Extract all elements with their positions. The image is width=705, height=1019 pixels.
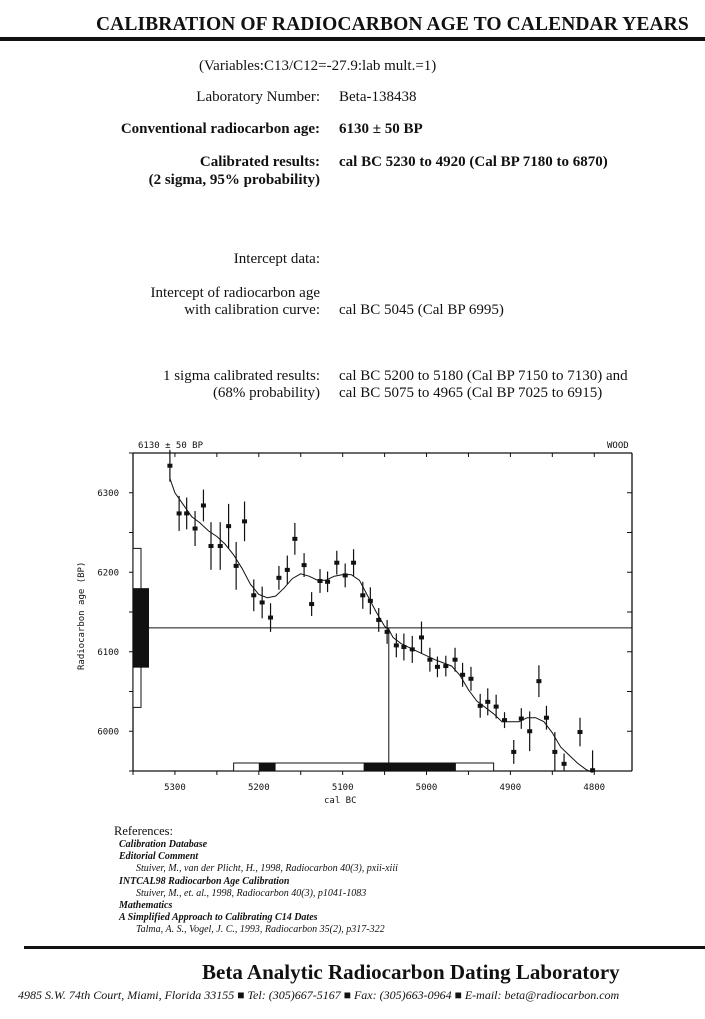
point-marker (208, 544, 213, 548)
conv-age-value: 6130 ± 50 BP (339, 121, 423, 137)
y-axis-label: Radiocarbon age (BP) (77, 561, 87, 670)
data-point (292, 523, 297, 555)
point-marker (242, 519, 247, 523)
point-marker (562, 762, 567, 766)
point-marker (318, 579, 323, 583)
footer-rule (24, 946, 705, 949)
sigma1-value-2: cal BC 5075 to 4965 (Cal BP 7025 to 6915) (339, 385, 603, 401)
point-marker (511, 750, 516, 754)
point-marker (590, 768, 595, 772)
data-point (394, 633, 399, 657)
calibrated-sub: (2 sigma, 95% probability) (148, 172, 320, 188)
data-point (478, 694, 483, 718)
lab-name: Beta Analytic Radiocarbon Dating Laboratory (202, 960, 620, 984)
data-point (167, 450, 172, 482)
reference-item: A Simplified Approach to Calibrating C14 Dates (119, 912, 318, 924)
data-point (218, 522, 223, 570)
data-point (562, 754, 567, 771)
x-tick-label: 5300 (164, 783, 186, 793)
data-point (193, 511, 198, 546)
point-marker (468, 677, 473, 681)
reference-item: Stuiver, M., van der Plicht, H., 1998, Radiocarbon 40(3), pxii-xiii (136, 863, 398, 875)
point-marker (193, 527, 198, 531)
reference-item: INTCAL98 Radiocarbon Age Calibration (119, 875, 290, 887)
point-marker (184, 511, 189, 515)
point-marker (410, 647, 415, 651)
x-tick-labels (164, 783, 605, 793)
point-marker (292, 537, 297, 541)
point-marker (334, 561, 339, 565)
x-tick-label: 4800 (583, 783, 606, 793)
x-tick-label: 4900 (499, 783, 522, 793)
point-marker (478, 704, 483, 708)
intercept-value: cal BC 5045 (Cal BP 6995) (339, 302, 504, 318)
data-point (251, 579, 256, 611)
data-point (410, 636, 415, 663)
calibration-chart (60, 430, 660, 830)
data-point (401, 633, 406, 660)
reference-item: Calibration Database (119, 839, 208, 850)
point-marker (376, 618, 381, 622)
point-marker (385, 630, 390, 634)
x-tick-label: 5100 (331, 783, 354, 793)
one-sigma-range-box (364, 763, 456, 771)
x-distribution (234, 763, 494, 771)
intercept-label-2: with calibration curve: (184, 302, 320, 318)
x-axis-label: cal BC (324, 796, 357, 806)
calibrated-value: cal BC 5230 to 4920 (Cal BP 7180 to 6870) (339, 154, 608, 170)
data-point (343, 564, 348, 588)
data-points (167, 450, 595, 772)
point-marker (544, 716, 549, 720)
data-point (226, 504, 231, 549)
conv-age-label: Conventional radiocarbon age: (120, 121, 320, 137)
one-sigma-age-box (133, 588, 149, 668)
data-point (536, 665, 541, 697)
point-marker (309, 602, 314, 606)
point-marker (485, 700, 490, 704)
point-marker (401, 645, 406, 649)
data-point (260, 587, 265, 619)
data-point (511, 740, 516, 764)
y-tick-labels (97, 489, 119, 738)
data-point (544, 706, 549, 730)
point-marker (268, 616, 273, 620)
point-marker (226, 524, 231, 528)
data-point (334, 551, 339, 575)
reference-item: Editorial Comment (119, 851, 199, 863)
data-point (184, 498, 189, 530)
chart-material-label: WOOD (607, 441, 629, 451)
data-point (309, 592, 314, 616)
data-point (502, 712, 507, 728)
data-point (519, 708, 524, 729)
data-point (276, 566, 281, 590)
sigma1-sub: (68% probability) (212, 385, 320, 401)
y-tick-label: 6200 (97, 568, 119, 579)
point-marker (578, 730, 583, 734)
point-marker (527, 729, 532, 733)
data-point (468, 667, 473, 691)
point-marker (234, 564, 239, 568)
reference-item: Talma, A. S., Vogel, J. C., 1993, Radiocarbon 35(2), p317-322 (136, 924, 385, 936)
data-point (325, 571, 330, 592)
point-marker (218, 544, 223, 548)
point-marker (519, 717, 524, 721)
variables-line: (Variables:C13/C12=-27.9:lab mult.=1) (199, 58, 437, 74)
data-point (201, 490, 206, 522)
references-list (114, 839, 398, 937)
data-point (351, 549, 356, 576)
x-tick-label: 5200 (247, 783, 270, 793)
point-marker (276, 576, 281, 580)
intercept-header: Intercept data: (233, 251, 320, 267)
point-marker (552, 750, 557, 754)
data-point (234, 542, 239, 590)
data-point (552, 732, 557, 771)
data-point (360, 582, 365, 609)
data-point (318, 569, 323, 593)
point-marker (360, 593, 365, 597)
references-heading: References: (114, 824, 173, 838)
data-point (578, 718, 583, 747)
lab-address: 4985 S.W. 74th Court, Miami, Florida 33155 ■ Tel: (305)667-5167 ■ Fax: (305)663-0964 ■ E-mail: beta@radiocarbon.com (18, 988, 620, 1002)
point-marker (394, 643, 399, 647)
point-marker (251, 593, 256, 597)
point-marker (494, 705, 499, 709)
y-tick-label: 6100 (97, 647, 119, 658)
reference-item: Stuiver, M., et. al., 1998, Radiocarbon 40(3), p1041-1083 (136, 887, 367, 899)
lab-number-value: Beta-138438 (339, 89, 417, 105)
data-point (590, 750, 595, 772)
y-tick-label: 6300 (97, 488, 119, 499)
point-marker (443, 664, 448, 668)
reference-lines (149, 628, 632, 771)
x-tick-label: 5000 (415, 783, 438, 793)
y-distribution (133, 548, 149, 707)
references (114, 824, 398, 937)
one-sigma-range-box (259, 763, 276, 771)
point-marker (427, 658, 432, 662)
data-point (302, 553, 307, 577)
point-marker (368, 599, 373, 603)
lab-number-label: Laboratory Number: (196, 89, 320, 105)
point-marker (325, 580, 330, 584)
point-marker (343, 573, 348, 577)
point-marker (351, 561, 356, 565)
title-rule (0, 37, 705, 41)
page-title: CALIBRATION OF RADIOCARBON AGE TO CALENDAR YEARS (96, 14, 689, 35)
calibrated-label: Calibrated results: (199, 154, 320, 170)
chart-sample-label: 6130 ± 50 BP (138, 441, 204, 451)
point-marker (302, 563, 307, 567)
point-marker (502, 718, 507, 722)
data-point (208, 522, 213, 570)
point-marker (285, 568, 290, 572)
data-point (427, 648, 432, 672)
reference-item: Mathematics (119, 900, 173, 912)
data-point (419, 622, 424, 654)
point-marker (460, 673, 465, 677)
data-point (443, 656, 448, 677)
point-marker (167, 464, 172, 468)
data-point (285, 556, 290, 585)
point-marker (435, 665, 440, 669)
point-marker (419, 635, 424, 639)
sigma1-value-1: cal BC 5200 to 5180 (Cal BP 7150 to 7130) and (339, 368, 628, 384)
y-tick-label: 6000 (97, 727, 119, 738)
sigma1-label: 1 sigma calibrated results: (162, 368, 320, 384)
point-marker (260, 600, 265, 604)
point-marker (201, 503, 206, 507)
chart-axes (129, 453, 632, 775)
point-marker (536, 679, 541, 683)
data-point (242, 501, 247, 541)
intercept-label-1: Intercept of radiocarbon age (150, 285, 320, 301)
point-marker (177, 511, 182, 515)
point-marker (453, 658, 458, 662)
data-point (368, 587, 373, 614)
